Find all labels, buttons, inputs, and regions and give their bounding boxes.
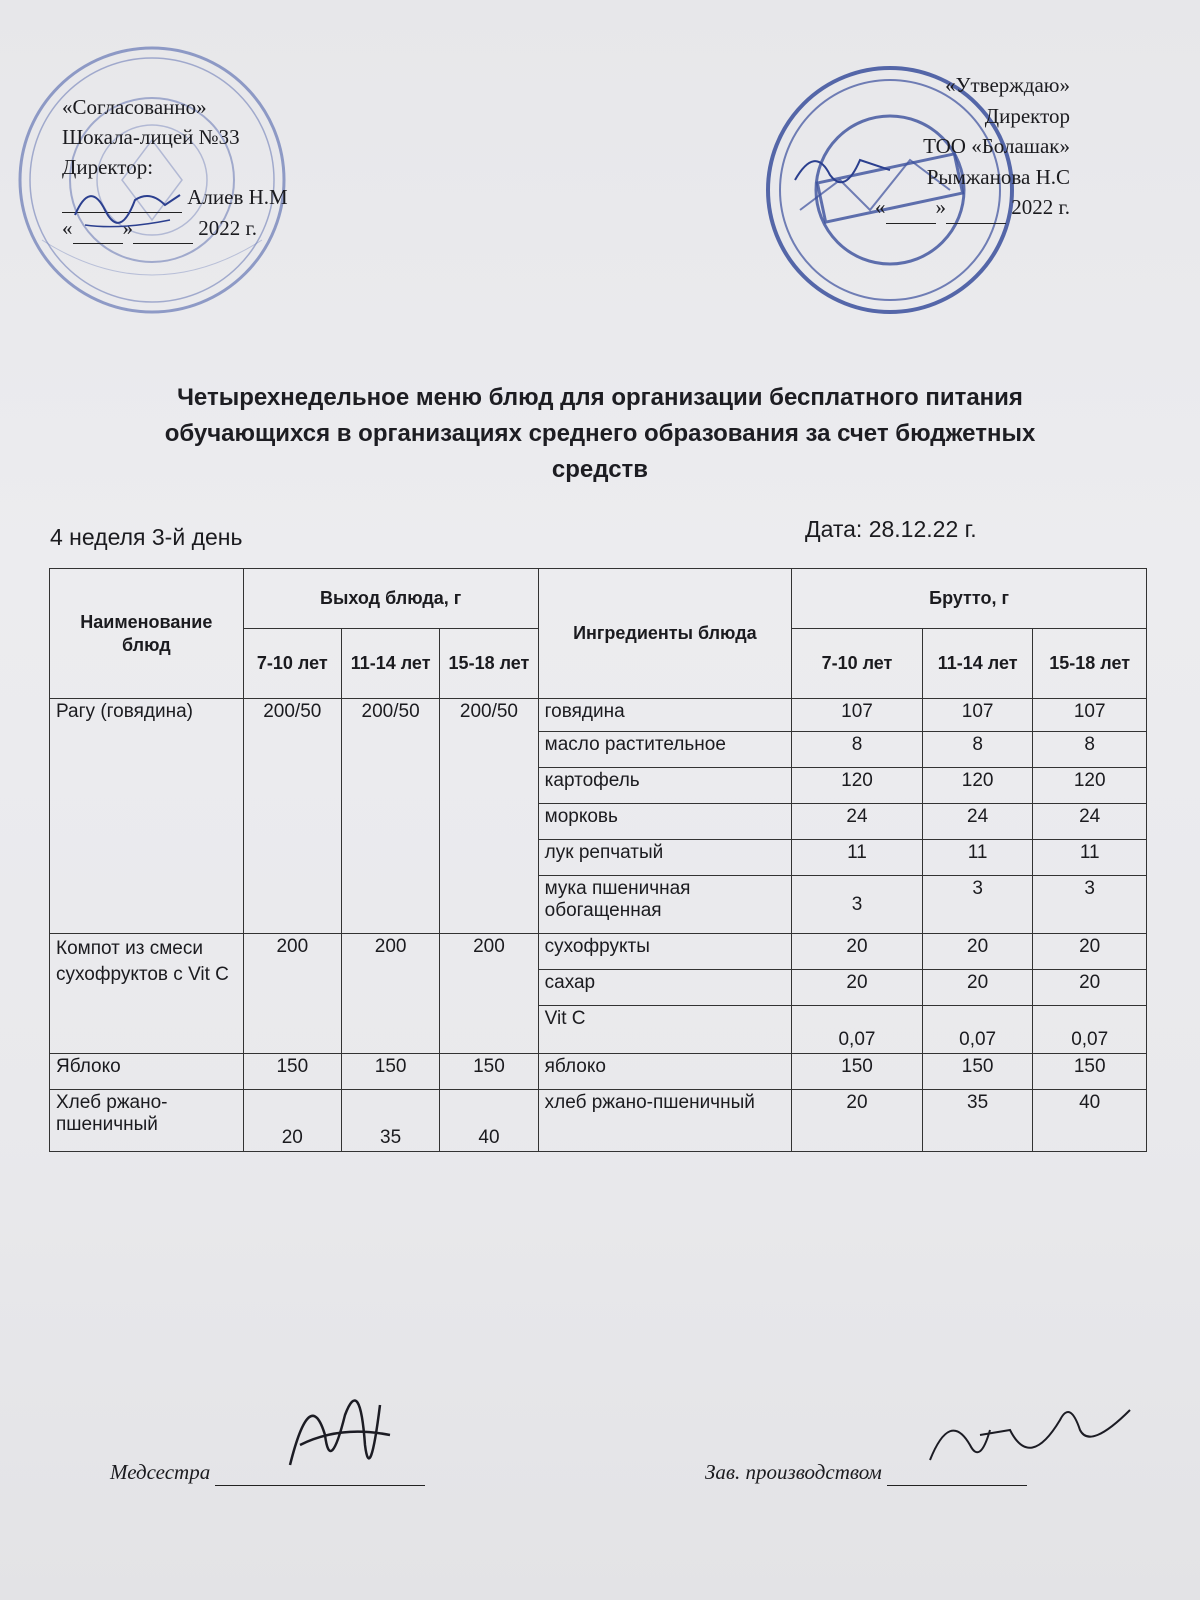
director-right-signature: [790, 140, 900, 200]
ingredient-name: хлеб ржано-пшеничный: [538, 1090, 791, 1152]
table-row: [50, 1054, 1147, 1090]
header-brutto-15-18: 15-18 лет: [1033, 629, 1147, 699]
ingredient-name: говядина: [538, 699, 791, 732]
approval-right-year: 2022 г.: [1011, 195, 1070, 219]
table-row: [50, 934, 1147, 970]
brutto-value: 20: [792, 934, 923, 970]
brutto-value: 107: [1033, 699, 1147, 732]
dish-output: 150: [243, 1054, 341, 1090]
approval-left-role: Директор:: [62, 155, 154, 179]
table-row: [50, 1090, 1147, 1152]
brutto-value: 0,07: [922, 1006, 1033, 1054]
header-brutto-7-10: 7-10 лет: [792, 629, 923, 699]
title-line-3: средств: [551, 456, 649, 483]
approval-left-name: Алиев Н.М: [187, 185, 288, 209]
ingredient-name: масло растительное: [538, 732, 791, 768]
brutto-value: 120: [922, 768, 1033, 804]
brutto-value: 35: [922, 1090, 1033, 1152]
director-left-signature: [70, 170, 190, 240]
title-line-1: Четырехнедельное меню блюд для организации бесплатного питания: [177, 384, 1023, 411]
brutto-value: 150: [792, 1054, 923, 1090]
approval-left-year: 2022 г.: [198, 216, 257, 240]
date-month-line: [946, 192, 1006, 224]
header-brutto: Брутто, г: [792, 569, 1147, 629]
brutto-value: 24: [1033, 804, 1147, 840]
approval-left-org: Шокала-лицей №33: [62, 125, 240, 149]
dish-output: 200/50: [440, 699, 538, 934]
date-quote-open: «: [875, 195, 886, 219]
date-quote-open: «: [62, 216, 73, 240]
nurse-signature: [270, 1375, 410, 1505]
ingredient-name: Vit C: [538, 1006, 791, 1054]
approval-right-name: Рымжанова Н.С: [926, 164, 1070, 189]
dish-name: Яблоко: [50, 1054, 244, 1090]
brutto-value: 8: [1033, 732, 1147, 768]
nurse-label: Медсестра: [110, 1460, 211, 1484]
dish-output: 200/50: [243, 699, 341, 934]
approval-right-role: Директор: [984, 103, 1070, 128]
brutto-value: 20: [792, 970, 923, 1006]
approval-right-org: ТОО «Болашак»: [923, 134, 1070, 158]
brutto-value: 8: [922, 732, 1033, 768]
brutto-value: 107: [792, 699, 923, 732]
production-signature: [920, 1390, 1140, 1480]
date-quote-close: »: [935, 195, 946, 219]
brutto-value: 20: [922, 970, 1033, 1006]
dish-output: 40: [440, 1090, 538, 1152]
production-label: Зав. производством: [705, 1460, 882, 1484]
brutto-value: 150: [1033, 1054, 1147, 1090]
ingredient-name: мука пшеничная обогащенная: [538, 876, 791, 934]
header-age-11-14: 11-14 лет: [341, 629, 439, 699]
brutto-value: 150: [922, 1054, 1033, 1090]
title-line-2: обучающихся в организациях среднего образования за счет бюджетных: [164, 420, 1036, 447]
date-label: Дата: 28.12.22 г.: [805, 516, 977, 542]
ingredient-name: сухофрукты: [538, 934, 791, 970]
date-quote-close: »: [122, 216, 133, 240]
dish-name: Компот из смеси сухофруктов с Vit C: [50, 934, 244, 1054]
brutto-value: 20: [922, 934, 1033, 970]
brutto-value: 120: [792, 768, 923, 804]
brutto-value: 24: [922, 804, 1033, 840]
dish-output: 150: [440, 1054, 538, 1090]
brutto-value: 107: [922, 699, 1033, 732]
dish-name: Рагу (говядина): [50, 699, 244, 934]
header-brutto-11-14: 11-14 лет: [922, 629, 1033, 699]
dish-output: 200: [341, 934, 439, 1054]
approval-right-title: «Утверждаю»: [945, 73, 1070, 97]
header-output: Выход блюда, г: [243, 569, 538, 629]
brutto-value: 120: [1033, 768, 1147, 804]
dish-name: Хлеб ржано-пшеничный: [50, 1090, 244, 1152]
dish-output: 200: [440, 934, 538, 1054]
brutto-value: 3: [922, 876, 1033, 934]
dish-output: 20: [243, 1090, 341, 1152]
ingredient-name: яблоко: [538, 1054, 791, 1090]
week-day-label: 4 неделя 3-й день: [50, 524, 243, 550]
dish-output: 200: [243, 934, 341, 1054]
brutto-value: 20: [1033, 934, 1147, 970]
brutto-value: 40: [1033, 1090, 1147, 1152]
header-ingredients: Ингредиенты блюда: [538, 569, 791, 699]
brutto-value: 0,07: [792, 1006, 923, 1054]
table-row: [50, 699, 1147, 732]
dish-output: 200/50: [341, 699, 439, 934]
brutto-value: 11: [922, 840, 1033, 876]
header-age-7-10: 7-10 лет: [243, 629, 341, 699]
document-title: [60, 380, 1140, 488]
brutto-value: 3: [792, 876, 923, 934]
brutto-value: 3: [1033, 876, 1147, 934]
brutto-value: 11: [792, 840, 923, 876]
menu-table: [49, 568, 1147, 1152]
ingredient-name: сахар: [538, 970, 791, 1006]
brutto-value: 11: [1033, 840, 1147, 876]
header-dish-name: Наименование блюд: [50, 569, 244, 699]
header-age-15-18: 15-18 лет: [440, 629, 538, 699]
brutto-value: 20: [792, 1090, 923, 1152]
ingredient-name: картофель: [538, 768, 791, 804]
brutto-value: 0,07: [1033, 1006, 1147, 1054]
brutto-value: 20: [1033, 970, 1147, 1006]
brutto-value: 24: [792, 804, 923, 840]
brutto-value: 8: [792, 732, 923, 768]
dish-output: 35: [341, 1090, 439, 1152]
approval-left-title: «Согласованно»: [62, 95, 207, 119]
ingredient-name: лук репчатый: [538, 840, 791, 876]
ingredient-name: морковь: [538, 804, 791, 840]
dish-output: 150: [341, 1054, 439, 1090]
